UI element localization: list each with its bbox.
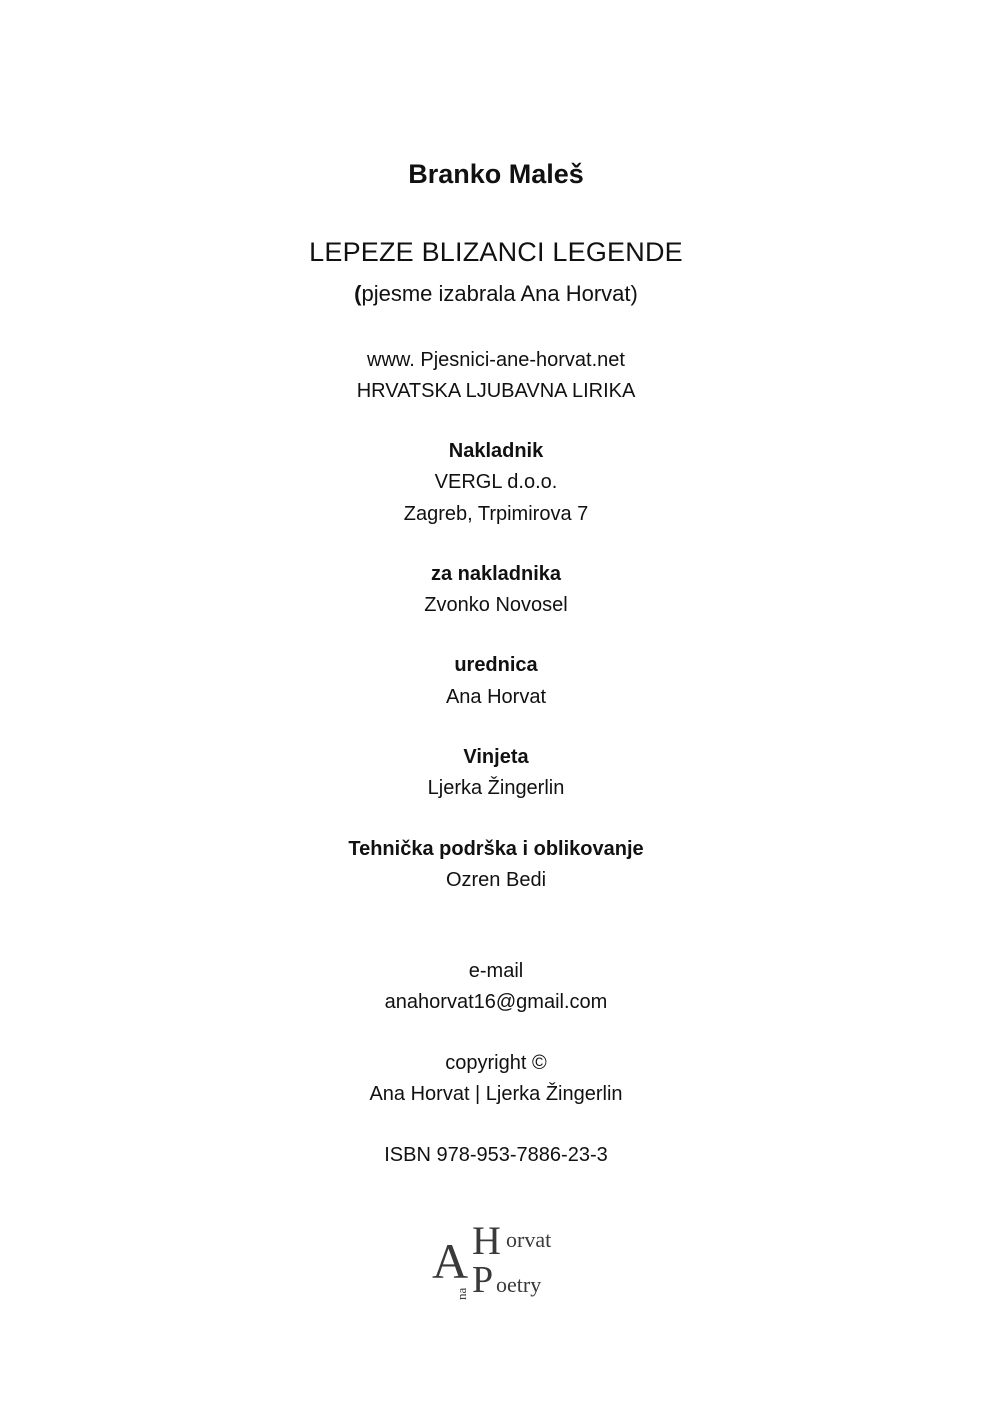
subtitle-open-paren: ( [354, 281, 362, 306]
logo-letter-p: P [472, 1259, 494, 1301]
editor-label: urednica [454, 654, 538, 676]
copyright-label: copyright © [445, 1052, 547, 1074]
book-subtitle [0, 283, 992, 305]
logo-word-orvat: orvat [506, 1227, 552, 1252]
editor-name: Ana Horvat [445, 686, 547, 708]
technical-name: Ozren Bedi [445, 869, 547, 891]
website: www. Pjesnici-ane-horvat.net [367, 349, 625, 371]
book-title: LEPEZE BLIZANCI LEGENDE [309, 237, 683, 267]
logo-letter-h: H [472, 1218, 501, 1263]
email-address: anahorvat16@gmail.com [384, 991, 608, 1013]
vignette-name: Ljerka Žingerlin [427, 777, 565, 799]
publisher-address: Zagreb, Trpimirova 7 [403, 503, 589, 525]
technical-label: Tehnička podrška i oblikovanje [348, 838, 644, 860]
logo-word-na: na [454, 1287, 469, 1300]
author-name: Branko Maleš [408, 159, 584, 189]
vignette-label: Vinjeta [463, 746, 529, 768]
series-name: HRVATSKA LJUBAVNA LIRIKA [356, 380, 636, 402]
publisher-name: VERGL d.o.o. [434, 471, 558, 493]
ana-horvat-poetry-logo [428, 1218, 568, 1310]
isbn: ISBN 978-953-7886-23-3 [384, 1144, 608, 1166]
subtitle-text: pjesme izabrala Ana Horvat) [361, 281, 638, 306]
for-publisher-name: Zvonko Novosel [424, 594, 568, 616]
email-label: e-mail [468, 960, 524, 982]
logo-word-oetry: oetry [496, 1272, 542, 1297]
copyright-holders: Ana Horvat | Ljerka Žingerlin [369, 1083, 623, 1105]
logo-letter-a: A [432, 1233, 469, 1289]
publisher-label: Nakladnik [448, 440, 544, 462]
for-publisher-label: za nakladnika [430, 563, 562, 585]
